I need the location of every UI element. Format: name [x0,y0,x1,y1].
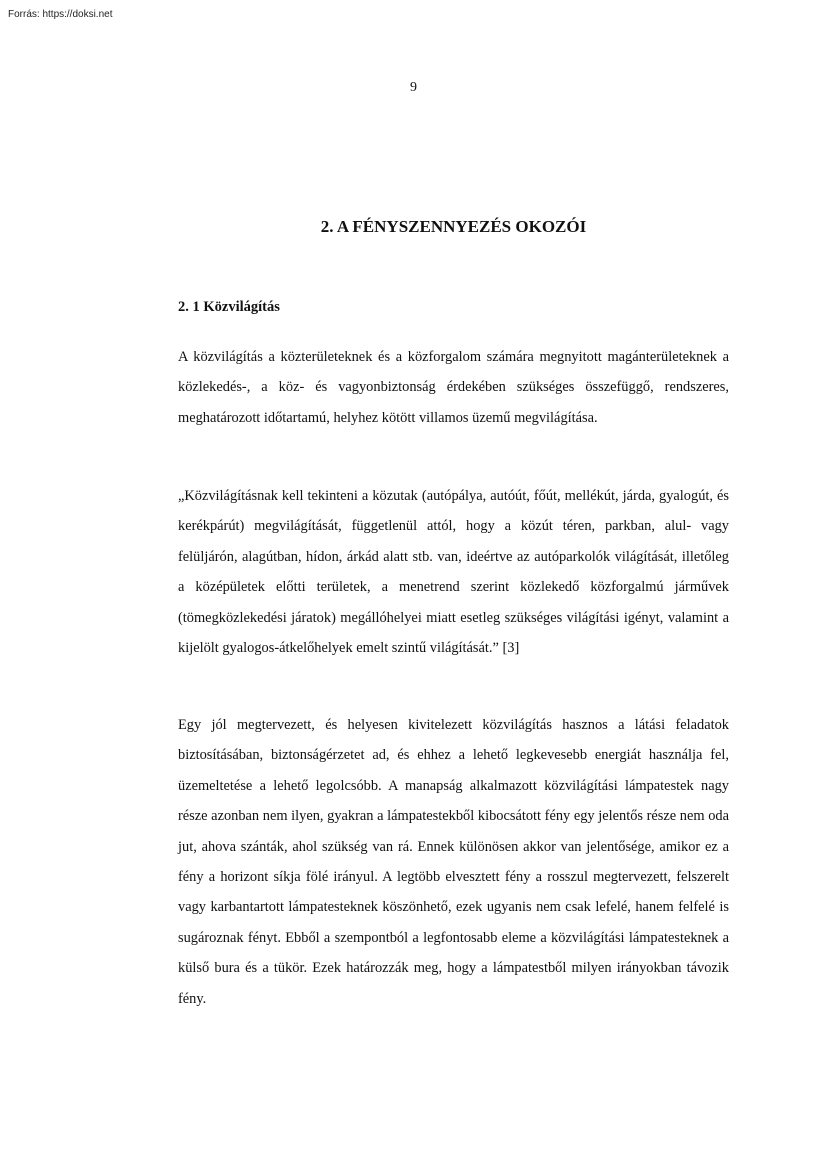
page-number: 9 [410,80,417,95]
source-label: Forrás: https://doksi.net [8,9,113,20]
section-title: 2. 1 Közvilágítás [178,299,280,315]
paragraph-discussion: Egy jól megtervezett, és helyesen kivitelezett közvilágítás hasznos a látási feladatok biztosításában, biztonságérzetet ad, és ehhez a lehető legkevesebb energiát használja fel, üzemeltetése a lehető legolcsóbb. A manapság alkalmazott közvilágítási lámpatestek nagy része azonban nem ilyen, gyakran a lámpatestekből kibocsátott fény egy jelentős része nem oda jut, ahova szánták, ahol szükség van rá. Ennek különösen akkor van jelentősége, amikor ez a fény a horizont síkja fölé irányul. A legtöbb elvesztett fény a rosszul megtervezett, felszerelt vagy karbantartott lámpatesteknek köszönhető, ezek ugyanis nem csak lefelé, hanem felfelé is sugároznak fényt. Ebből a szempontból a legfontosabb eleme a közvilágítási lámpatesteknek a külső bura és a tükör. Ezek határozzák meg, hogy a lámpatestből milyen irányokban távozik fény. [178,717,729,1007]
chapter-title: 2. A FÉNYSZENNYEZÉS OKOZÓI [320,217,587,236]
paragraph-definition: A közvilágítás a közterületeknek és a közforgalom számára megnyitott magánterületeknek a közlekedés-, a köz- és vagyonbiztonság érdekében szükséges összefüggő, rendszeres, meghatározott időtartamú, helyhez kötött villamos üzemű megvilágítása. [178,349,729,426]
paragraph-quote: „Közvilágításnak kell tekinteni a közutak (autópálya, autóút, főút, mellékút, járda, gyalogút, és kerékpárút) megvilágítását, függetlenül attól, hogy a közút téren, parkban, alul- vagy felüljárón, alagútban, hídon, árkád alatt stb. van, ideértve az autóparkolók világítását, illetőleg a középületek előtti területek, a menetrend szerint közlekedő közforgalmú járművek (tömegközlekedési járatok) megállóhelyei miatt esetleg szükséges világítási igényt, valamint a kijelölt gyalogos-átkelőhelyek emelt szintű világítását.” [3] [178,488,729,657]
